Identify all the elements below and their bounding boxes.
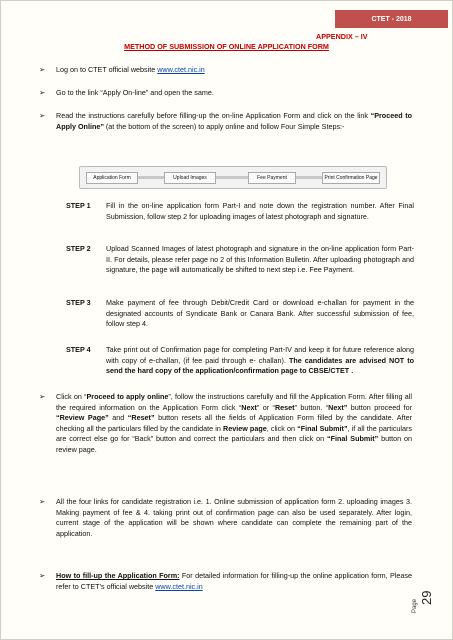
bullet-text: button proceed for xyxy=(347,402,413,412)
bullet-text: Log on to CTET official website xyxy=(56,65,158,74)
proceed-to-apply-text: “Proceed to Apply Online” xyxy=(56,111,412,131)
bullet-item xyxy=(39,571,412,592)
ctet-website-link[interactable]: www.ctet.nic.in xyxy=(157,65,205,74)
step-box-print-confirmation: Print Confirmation Page xyxy=(322,172,380,184)
arrow-bullet-icon: ➢ xyxy=(39,65,46,74)
bullet-text: button resets all the fields of Application Form filled by the candidate. After checking all the particulars filled by the candidate in xyxy=(56,413,412,433)
how-to-fill-heading: How to fill-up the Application Form: xyxy=(56,571,180,580)
step-item xyxy=(66,298,414,330)
bullet-text: button on review page. xyxy=(56,434,412,454)
bullet-text: (at the bottom of the screen) to apply online and follow Four Simple Steps:- xyxy=(103,121,345,131)
bold-text: “Reset” xyxy=(127,413,155,422)
bullet-text: ” or “ xyxy=(256,402,275,412)
bullet-item xyxy=(39,111,412,132)
step-text xyxy=(106,345,414,377)
bullet-item xyxy=(39,65,412,76)
bullet-text: Click on “ xyxy=(56,392,87,401)
bold-text: Next xyxy=(241,402,257,412)
page-title: METHOD OF SUBMISSION OF ONLINE APPLICATION FORM xyxy=(124,42,329,51)
arrow-bullet-icon: ➢ xyxy=(39,88,46,97)
bullet-text: Go to the link “Apply On-line” and open the same. xyxy=(56,88,214,97)
bold-text: “Final Submit” xyxy=(327,434,379,443)
arrow-bullet-icon: ➢ xyxy=(39,392,46,401)
bullet-text: All the four links for candidate registration i.e. 1. Online submission of application form 2. uploading images 3. Making payment of fee & 4. taking print out of confirmation page can also be used separately. After login, current stage of the application will be shown where candidate can complete the remaining part of the application. xyxy=(56,497,412,538)
steps-progress-image xyxy=(79,166,387,189)
bullet-item xyxy=(39,497,412,539)
page-label: Page xyxy=(412,598,418,613)
appendix-label: APPENDIX – IV xyxy=(316,32,368,41)
step-label: STEP 4 xyxy=(66,345,91,354)
step-text-part: Take print out of Confirmation page for completing Part-IV and keep it for future reference along with copy of e-challan, (if fee paid through e- challan). xyxy=(106,345,414,365)
bullet-item xyxy=(39,88,412,99)
step-item xyxy=(66,244,414,276)
step-box-fee-payment: Fee Payment xyxy=(248,172,296,184)
bullet-text: For detailed information for filling-up the online application form, Please refer to CTET’s official website xyxy=(56,571,412,591)
step-item xyxy=(66,201,414,222)
step-item xyxy=(66,345,414,377)
arrow-bullet-icon: ➢ xyxy=(39,497,46,506)
bullet-text: , if all the particulars are correct else go for “Back” button and correct the particulars and then click on xyxy=(56,423,413,443)
step-label: STEP 1 xyxy=(66,201,91,210)
bullet-text: ” button. “ xyxy=(294,402,329,412)
bullet-text: ”, follow the instructions carefully and fill the Application Form. After filling all the required information on the Application Form click “ xyxy=(56,392,412,412)
step-box-upload-images: Upload Images xyxy=(164,172,216,184)
bullet-text: Read the instructions carefully before filling-up the on-line Application Form and click on the link xyxy=(56,111,371,120)
bold-text: Reset xyxy=(274,402,295,412)
arrow-bullet-icon: ➢ xyxy=(39,571,46,580)
step-label: STEP 2 xyxy=(66,244,91,253)
header-tag: CTET - 2018 xyxy=(335,10,448,28)
bullet-item xyxy=(39,392,413,455)
page-number: 29 xyxy=(419,590,434,605)
ctet-website-link[interactable]: www.ctet.nic.in xyxy=(155,581,203,591)
bold-text: Proceed to apply online xyxy=(86,392,169,401)
bullet-text: , click on xyxy=(266,423,298,433)
step-text: Fill in the on-line application form Part-I and note down the registration number. After Final Submission, follow step 2 for uploading images of latest photograph and signature. xyxy=(106,201,414,221)
bullet-text: and xyxy=(108,413,128,422)
step-label: STEP 3 xyxy=(66,298,91,307)
bold-text: “Final Submit” xyxy=(297,423,348,433)
bold-text: “Review Page” xyxy=(56,413,109,422)
step-text: Upload Scanned Images of latest photograph and signature in the on-line application form Part-II. For details, please refer page no 2 of this Information Bulletin. After uploading photograph and signature, the page will automatically be shifted to next step i.e. Fee Payment. xyxy=(106,244,414,274)
step-text: Make payment of fee through Debit/Credit Card or download e-challan for payment in the designated accounts of Syndicate Bank or Canara Bank. After successful submission of fee, follow step 4. xyxy=(106,298,414,328)
step-box-application-form: Application Form xyxy=(86,172,138,184)
bold-text: Next” xyxy=(328,402,348,412)
bold-text: Review page xyxy=(223,423,267,433)
advisory-text: The candidates are advised NOT to send the hard copy of the application/confirmation page to CBSE/CTET . xyxy=(106,355,414,375)
arrow-bullet-icon: ➢ xyxy=(39,111,46,120)
